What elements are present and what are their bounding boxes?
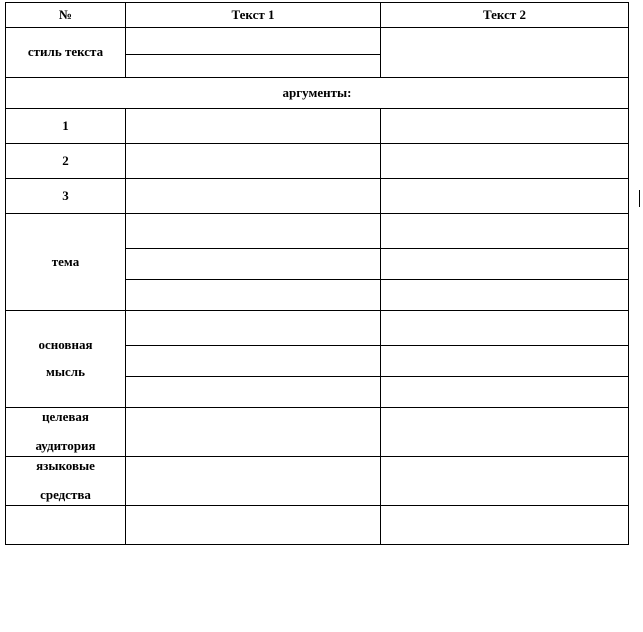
row-label-main-idea-line2: мысль: [46, 364, 85, 379]
table-header-row: [6, 3, 629, 28]
row-label-1: 1: [6, 109, 126, 144]
cell-last-num[interactable]: [6, 506, 126, 545]
cell-2-text2[interactable]: [381, 144, 629, 179]
section-label-arguments: аргументы:: [6, 78, 629, 109]
cell-main-idea-text2-b[interactable]: [381, 346, 629, 377]
row-label-main-idea-line1: основная: [38, 337, 93, 353]
table-row: [6, 311, 629, 346]
table-section-row: [6, 78, 629, 109]
cell-last-text2[interactable]: [381, 506, 629, 545]
cell-theme-text1-b[interactable]: [126, 249, 381, 280]
row-label-target-audience: [6, 408, 126, 457]
cell-3-text2[interactable]: [381, 179, 629, 214]
cell-main-idea-text2-c[interactable]: [381, 377, 629, 408]
document-page: [0, 2, 643, 632]
table-row: [6, 28, 629, 55]
cell-1-text1[interactable]: [126, 109, 381, 144]
table-row: [6, 506, 629, 545]
cell-language-means-text1[interactable]: [126, 457, 381, 506]
table-row: [6, 144, 629, 179]
table-row: [6, 179, 629, 214]
cell-target-audience-text1[interactable]: [126, 408, 381, 457]
row-label-main-idea: [6, 311, 126, 408]
cell-theme-text1-a[interactable]: [126, 214, 381, 249]
cell-theme-text1-c[interactable]: [126, 280, 381, 311]
cell-target-audience-text2[interactable]: [381, 408, 629, 457]
row-label-language-means: [6, 457, 126, 506]
cell-style-text2[interactable]: [381, 28, 629, 78]
column-header-text2: Текст 2: [381, 3, 629, 28]
cell-style-text1[interactable]: [126, 28, 381, 55]
row-label-language-means-line1: языковые: [36, 458, 95, 474]
cell-main-idea-text1-c[interactable]: [126, 377, 381, 408]
cell-3-text1[interactable]: [126, 179, 381, 214]
table-row: [6, 214, 629, 249]
row-label-3: 3: [6, 179, 126, 214]
row-label-style: стиль текста: [6, 28, 126, 78]
cell-style-text1-cont[interactable]: [126, 55, 381, 78]
cell-theme-text2-a[interactable]: [381, 214, 629, 249]
text-cursor: [639, 190, 640, 207]
row-label-language-means-line2: средства: [40, 487, 91, 502]
row-label-theme: тема: [6, 214, 126, 311]
cell-language-means-text2[interactable]: [381, 457, 629, 506]
row-label-2: 2: [6, 144, 126, 179]
cell-main-idea-text2-a[interactable]: [381, 311, 629, 346]
cell-1-text2[interactable]: [381, 109, 629, 144]
cell-last-text1[interactable]: [126, 506, 381, 545]
comparison-table: [5, 2, 629, 545]
row-label-target-audience-line1: целевая: [42, 409, 89, 425]
table-row: [6, 109, 629, 144]
cell-main-idea-text1-b[interactable]: [126, 346, 381, 377]
column-header-num: №: [6, 3, 126, 28]
row-label-target-audience-line2: аудитория: [35, 438, 96, 453]
cell-main-idea-text1-a[interactable]: [126, 311, 381, 346]
cell-theme-text2-c[interactable]: [381, 280, 629, 311]
column-header-text1: Текст 1: [126, 3, 381, 28]
cell-2-text1[interactable]: [126, 144, 381, 179]
cell-theme-text2-b[interactable]: [381, 249, 629, 280]
